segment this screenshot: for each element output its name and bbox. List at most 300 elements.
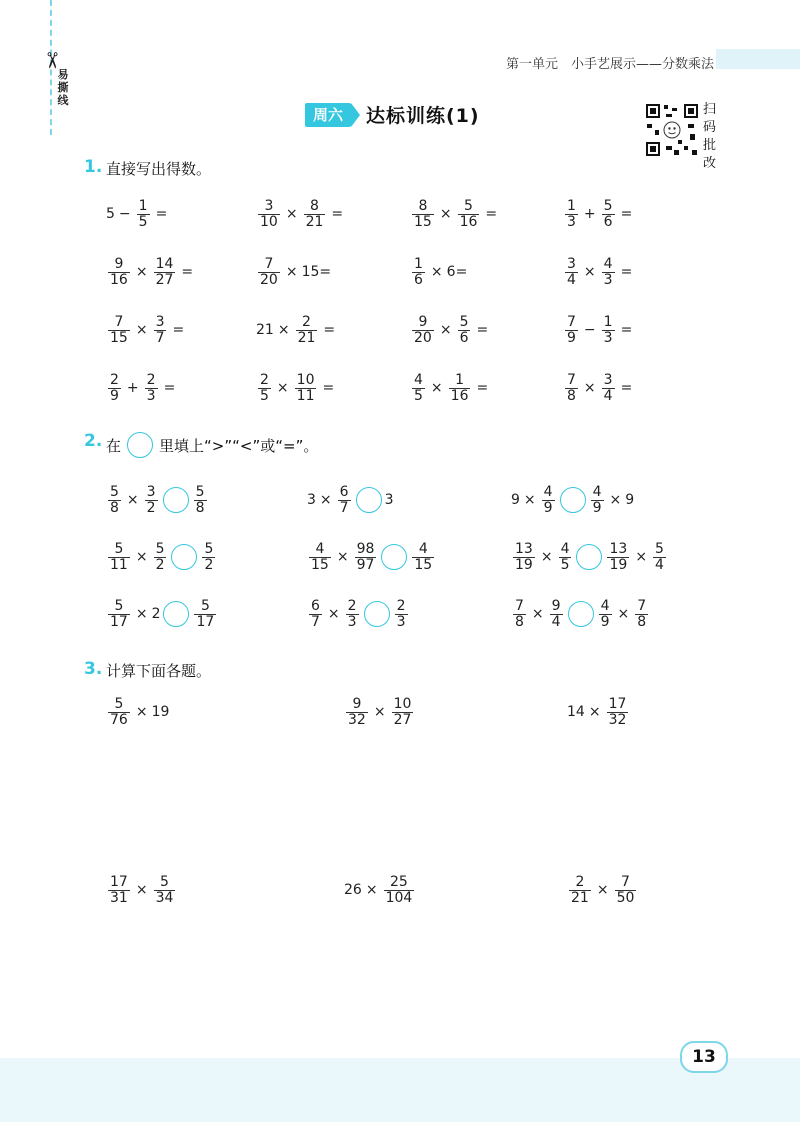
denominator: 21: [305, 213, 324, 230]
math-expression: [106, 594, 218, 634]
denominator: 9: [592, 499, 602, 516]
denominator: 5: [260, 387, 269, 404]
numerator: 98: [356, 540, 375, 557]
fraction: [296, 315, 318, 346]
number: 19: [151, 704, 170, 720]
section-number: 2.: [84, 431, 103, 451]
operator: =: [163, 380, 176, 396]
operator: =: [331, 206, 344, 222]
section-number: 3.: [84, 659, 103, 679]
operator: =: [485, 206, 498, 222]
qr-label: 扫码批改: [703, 102, 717, 171]
fraction: [108, 315, 130, 346]
fraction: [309, 599, 322, 630]
operator: ×: [439, 206, 452, 222]
fraction: [108, 257, 130, 288]
fraction: [599, 599, 612, 630]
operator: −: [118, 206, 131, 222]
denominator: 9: [543, 499, 553, 516]
denominator: 16: [450, 387, 469, 404]
numerator: 3: [155, 313, 165, 330]
math-expression: [410, 368, 492, 408]
operator: =: [620, 264, 633, 280]
numerator: 5: [155, 540, 165, 557]
operator: ×: [540, 549, 553, 565]
math-expression: [256, 310, 339, 350]
numerator: 5: [464, 197, 473, 214]
fraction: [258, 257, 280, 288]
fraction: [412, 257, 425, 288]
numerator: 7: [264, 255, 274, 272]
numerator: 7: [567, 371, 576, 388]
math-expression: [307, 537, 436, 577]
section-instruction: [106, 432, 318, 458]
fraction: [346, 697, 368, 728]
denominator: 8: [195, 499, 205, 516]
math-expression: [410, 310, 492, 350]
scissors-icon: ✂: [38, 51, 64, 70]
compare-answer-circle[interactable]: [171, 544, 197, 570]
fraction: [384, 875, 415, 906]
math-expression: [511, 594, 650, 634]
operator: ×: [135, 882, 148, 898]
denominator: 8: [637, 613, 647, 630]
denominator: 5: [560, 556, 570, 573]
numerator: 1: [455, 371, 465, 388]
operator: ×: [285, 264, 298, 280]
math-expression: [563, 252, 636, 292]
fraction: [258, 199, 280, 230]
number: 6=: [446, 264, 468, 280]
denominator: 4: [567, 271, 576, 288]
fraction: [458, 315, 471, 346]
fraction: [565, 199, 578, 230]
operator: ×: [430, 380, 443, 396]
numerator: 3: [264, 197, 274, 214]
denominator: 9: [110, 387, 119, 404]
circle-icon: [127, 432, 153, 458]
operator: ×: [336, 549, 349, 565]
operator: ×: [327, 606, 340, 622]
fraction: [602, 199, 615, 230]
denominator: 21: [297, 329, 316, 346]
numerator: 2: [302, 313, 311, 330]
fraction: [338, 485, 351, 516]
operator: =: [476, 380, 489, 396]
numerator: 5: [459, 313, 469, 330]
number: 21: [256, 322, 274, 338]
math-expression: [106, 870, 177, 910]
fraction: [565, 257, 578, 288]
number: 15=: [301, 264, 332, 280]
fraction: [108, 697, 130, 728]
compare-answer-circle[interactable]: [576, 544, 602, 570]
operator: ×: [135, 606, 148, 622]
denominator: 7: [155, 329, 165, 346]
numerator: 4: [560, 540, 570, 557]
fraction: [569, 875, 591, 906]
numerator: 3: [603, 371, 613, 388]
numerator: 17: [110, 873, 128, 890]
denominator: 5: [414, 387, 423, 404]
denominator: 15: [414, 213, 432, 230]
fraction: [591, 485, 604, 516]
numerator: 2: [260, 371, 269, 388]
instruction-part: 在: [106, 436, 122, 455]
math-expression: [106, 252, 197, 292]
fraction: [309, 542, 331, 573]
math-expression: [563, 194, 636, 234]
denominator: 19: [609, 556, 628, 573]
denominator: 31: [110, 889, 128, 906]
denominator: 9: [600, 613, 610, 630]
numerator: 8: [418, 197, 428, 214]
denominator: 17: [110, 613, 128, 630]
numerator: 5: [603, 197, 613, 214]
section-number: 1.: [84, 157, 103, 177]
number: 3: [307, 492, 316, 508]
fraction: [145, 373, 158, 404]
compare-answer-circle[interactable]: [560, 487, 586, 513]
operator: =: [620, 380, 633, 396]
numerator: 5: [195, 483, 205, 500]
numerator: 5: [160, 873, 169, 890]
numerator: 10: [393, 695, 412, 712]
operator: ×: [373, 704, 386, 720]
numerator: 9: [418, 313, 428, 330]
math-expression: [511, 480, 634, 520]
fraction: [513, 599, 526, 630]
numerator: 10: [296, 371, 315, 388]
fraction: [346, 599, 359, 630]
denominator: 15: [414, 556, 433, 573]
denominator: 20: [414, 329, 432, 346]
fraction: [559, 542, 572, 573]
numerator: 4: [414, 371, 423, 388]
denominator: 3: [603, 329, 613, 346]
fraction: [194, 485, 207, 516]
fraction: [108, 875, 130, 906]
denominator: 3: [347, 613, 357, 630]
fraction: [392, 697, 414, 728]
compare-answer-circle[interactable]: [163, 601, 189, 627]
numerator: 6: [311, 597, 320, 614]
operator: +: [126, 380, 139, 396]
number: 9: [511, 492, 520, 508]
fraction: [565, 373, 578, 404]
compare-answer-circle[interactable]: [356, 487, 382, 513]
numerator: 7: [621, 873, 630, 890]
compare-answer-circle[interactable]: [364, 601, 390, 627]
section-instruction: 计算下面各题。: [106, 662, 212, 680]
math-expression: [106, 368, 179, 408]
fraction: [602, 315, 615, 346]
numerator: 5: [110, 483, 119, 500]
fraction: [607, 697, 629, 728]
math-expression: [106, 537, 217, 577]
fraction: [542, 485, 555, 516]
operator: ×: [365, 882, 378, 898]
numerator: 8: [310, 197, 319, 214]
denominator: 6: [603, 213, 613, 230]
fraction: [449, 373, 471, 404]
section-instruction: 直接写出得数。: [106, 160, 212, 178]
denominator: 7: [311, 613, 320, 630]
denominator: 6: [459, 329, 469, 346]
operator: =: [172, 322, 185, 338]
denominator: 3: [396, 613, 406, 630]
operator: +: [583, 206, 596, 222]
operator: ×: [596, 882, 609, 898]
operator: ×: [285, 206, 298, 222]
denominator: 3: [146, 387, 156, 404]
math-expression: [256, 194, 347, 234]
numerator: 2: [347, 597, 357, 614]
numerator: 7: [637, 597, 647, 614]
fraction: [412, 315, 434, 346]
numerator: 4: [592, 483, 602, 500]
denominator: 11: [110, 556, 128, 573]
fraction: [154, 315, 167, 346]
operator: ×: [135, 322, 148, 338]
numerator: 4: [543, 483, 553, 500]
fraction: [412, 199, 434, 230]
numerator: 25: [390, 873, 408, 890]
numerator: 1: [414, 255, 423, 272]
denominator: 34: [155, 889, 174, 906]
denominator: 76: [110, 711, 128, 728]
operator: ×: [583, 264, 596, 280]
numerator: 3: [567, 255, 576, 272]
denominator: 21: [571, 889, 589, 906]
math-expression: [344, 692, 415, 732]
math-expression: [106, 310, 188, 350]
numerator: 4: [603, 255, 613, 272]
math-expression: [511, 537, 668, 577]
fraction: [615, 875, 637, 906]
compare-answer-circle[interactable]: [381, 544, 407, 570]
fraction: [108, 373, 121, 404]
numerator: 13: [515, 540, 533, 557]
fraction: [154, 257, 176, 288]
denominator: 16: [110, 271, 128, 288]
fraction: [607, 542, 629, 573]
math-expression: [410, 194, 501, 234]
denominator: 20: [260, 271, 278, 288]
operator: −: [583, 322, 596, 338]
unit-title: 第一单元 小手艺展示——分数乘法: [506, 57, 715, 72]
operator: ×: [583, 380, 596, 396]
denominator: 2: [204, 556, 214, 573]
math-expression: [307, 480, 394, 520]
header-band: [716, 49, 800, 69]
numerator: 5: [114, 597, 124, 614]
fraction: [258, 373, 271, 404]
page-title: 达标训练(1): [366, 105, 480, 127]
numerator: 1: [567, 197, 576, 214]
number: 5: [106, 206, 115, 222]
number: 3: [384, 492, 394, 508]
operator: ×: [588, 704, 601, 720]
denominator: 32: [608, 711, 627, 728]
math-expression: [106, 692, 169, 732]
denominator: 3: [567, 213, 576, 230]
number: 26: [344, 882, 362, 898]
fraction: [653, 542, 666, 573]
fraction: [108, 485, 121, 516]
numerator: 2: [396, 597, 406, 614]
fraction: [550, 599, 563, 630]
denominator: 97: [356, 556, 375, 573]
numerator: 5: [114, 695, 124, 712]
numerator: 9: [352, 695, 362, 712]
operator: ×: [135, 549, 148, 565]
operator: ×: [276, 380, 289, 396]
denominator: 15: [311, 556, 329, 573]
denominator: 11: [296, 387, 315, 404]
denominator: 32: [348, 711, 366, 728]
numerator: 5: [655, 540, 664, 557]
fraction: [602, 373, 615, 404]
operator: ×: [319, 492, 332, 508]
numerator: 7: [567, 313, 576, 330]
numerator: 4: [315, 540, 325, 557]
operator: ×: [135, 704, 148, 720]
numerator: 5: [114, 540, 124, 557]
page-number: 13: [680, 1041, 728, 1073]
fraction: [154, 542, 167, 573]
operator: ×: [126, 492, 139, 508]
fraction: [602, 257, 615, 288]
numerator: 5: [204, 540, 214, 557]
operator: =: [620, 206, 633, 222]
number: 14: [567, 704, 585, 720]
fraction: [154, 875, 176, 906]
fraction: [513, 542, 535, 573]
fraction: [412, 542, 434, 573]
instruction-part: 里填上“>”“<”或“=”。: [159, 436, 319, 455]
numerator: 1: [603, 313, 613, 330]
denominator: 2: [146, 499, 156, 516]
math-expression: [106, 480, 209, 520]
numerator: 6: [339, 483, 349, 500]
numerator: 7: [114, 313, 124, 330]
operator: ×: [523, 492, 536, 508]
denominator: 8: [567, 387, 576, 404]
fraction: [108, 599, 130, 630]
denominator: 8: [110, 499, 119, 516]
footer-band: [0, 1058, 800, 1122]
denominator: 10: [260, 213, 278, 230]
math-expression: [256, 368, 338, 408]
title-badge: 周六: [305, 103, 351, 127]
number: 9: [625, 492, 635, 508]
number: 2: [151, 606, 161, 622]
fraction: [202, 542, 215, 573]
numerator: 2: [110, 371, 119, 388]
math-expression: [563, 310, 636, 350]
math-expression: [106, 194, 171, 234]
operator: ×: [430, 264, 443, 280]
operator: ×: [277, 322, 290, 338]
fraction: [458, 199, 480, 230]
math-expression: [567, 870, 638, 910]
numerator: 13: [609, 540, 628, 557]
denominator: 50: [616, 889, 635, 906]
operator: =: [476, 322, 489, 338]
fraction: [108, 542, 130, 573]
fraction: [145, 485, 158, 516]
operator: ×: [617, 606, 630, 622]
fraction: [395, 599, 408, 630]
operator: ×: [135, 264, 148, 280]
compare-answer-circle[interactable]: [568, 601, 594, 627]
numerator: 1: [138, 197, 148, 214]
operator: =: [322, 380, 335, 396]
denominator: 8: [515, 613, 524, 630]
denominator: 4: [603, 387, 613, 404]
math-expression: [307, 594, 410, 634]
fraction: [635, 599, 648, 630]
numerator: 17: [608, 695, 627, 712]
operator: ×: [609, 492, 622, 508]
numerator: 2: [575, 873, 585, 890]
numerator: 4: [600, 597, 610, 614]
operator: =: [620, 322, 633, 338]
numerator: 9: [551, 597, 561, 614]
fraction: [137, 199, 150, 230]
denominator: 15: [110, 329, 128, 346]
operator: =: [323, 322, 336, 338]
denominator: 5: [138, 213, 148, 230]
denominator: 27: [155, 271, 174, 288]
fraction: [194, 599, 216, 630]
math-expression: [410, 252, 467, 292]
math-expression: [256, 252, 331, 292]
denominator: 3: [603, 271, 613, 288]
denominator: 2: [155, 556, 165, 573]
operator: ×: [439, 322, 452, 338]
denominator: 104: [385, 889, 413, 906]
denominator: 16: [459, 213, 478, 230]
numerator: 14: [155, 255, 174, 272]
compare-answer-circle[interactable]: [163, 487, 189, 513]
denominator: 6: [414, 271, 423, 288]
denominator: 19: [515, 556, 533, 573]
denominator: 17: [196, 613, 215, 630]
math-expression: [563, 368, 636, 408]
math-expression: [567, 692, 630, 732]
numerator: 2: [146, 371, 156, 388]
numerator: 9: [114, 255, 124, 272]
numerator: 7: [515, 597, 524, 614]
cut-label: 易撕线: [57, 68, 69, 107]
fraction: [412, 373, 425, 404]
denominator: 27: [393, 711, 412, 728]
math-expression: [344, 870, 416, 910]
qr-code-icon[interactable]: [644, 102, 700, 158]
denominator: 4: [655, 556, 664, 573]
operator: =: [181, 264, 194, 280]
operator: =: [155, 206, 168, 222]
operator: ×: [635, 549, 648, 565]
denominator: 4: [551, 613, 561, 630]
fraction: [355, 542, 377, 573]
numerator: 5: [200, 597, 210, 614]
operator: ×: [531, 606, 544, 622]
denominator: 7: [339, 499, 349, 516]
numerator: 3: [146, 483, 156, 500]
